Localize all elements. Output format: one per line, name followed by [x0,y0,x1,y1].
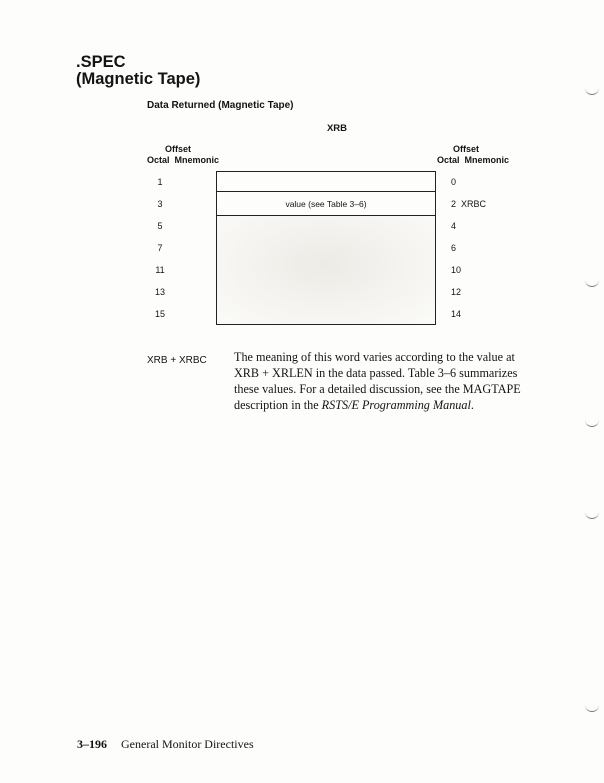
left-offset: 11 [155,265,165,275]
right-offset: 12 [451,287,462,297]
footer-section: General Monitor Directives [121,737,254,751]
right-offset: 6 [451,243,457,253]
manual-title: RSTS/E Programming Manual [321,398,471,412]
left-offset: 3 [157,199,163,209]
page-title-line2: (Magnetic Tape) [76,70,201,88]
right-offset: 14 [451,309,462,319]
edge-mark [585,420,599,427]
left-offset: 5 [157,221,163,231]
page-title-line1: .SPEC [76,53,126,71]
right-offset: 2 XRBC [451,199,487,209]
definition-text: The meaning of this word varies according to the value at XRB + XRLEN in the data passed. Table 3–6 summarizes these values. For a detailed discussion, see the MAGTAPE description in the RSTS/E Programming Manual. [234,350,521,412]
right-offset: 4 [451,221,457,231]
block-shaded-area [217,216,435,324]
right-offset: 0 [451,177,457,187]
xrb-block-diagram [216,171,436,325]
page-footer [77,737,254,752]
block-row-value: value (see Table 3–6) [217,193,435,216]
left-offset: 15 [154,309,165,319]
left-offset: 13 [154,287,165,297]
edge-mark [585,512,599,519]
definition-term: XRB + XRBC [147,355,207,366]
left-offset: 7 [157,243,163,253]
right-header-mnemonic: Octal Mnemonic [437,155,510,165]
block-label: XRB [326,123,348,134]
left-header-offset: Offset [165,144,192,154]
right-offset: 10 [451,265,462,275]
edge-mark [585,88,599,95]
block-row-empty [217,172,435,192]
section-title: Data Returned (Magnetic Tape) [147,100,294,111]
left-header-mnemonic: Octal Mnemonic [147,155,220,165]
edge-mark [585,705,599,712]
page-number: 3–196 [77,737,107,751]
edge-mark [585,280,599,287]
right-header-offset: Offset [453,144,480,154]
left-offset: 1 [157,177,163,187]
